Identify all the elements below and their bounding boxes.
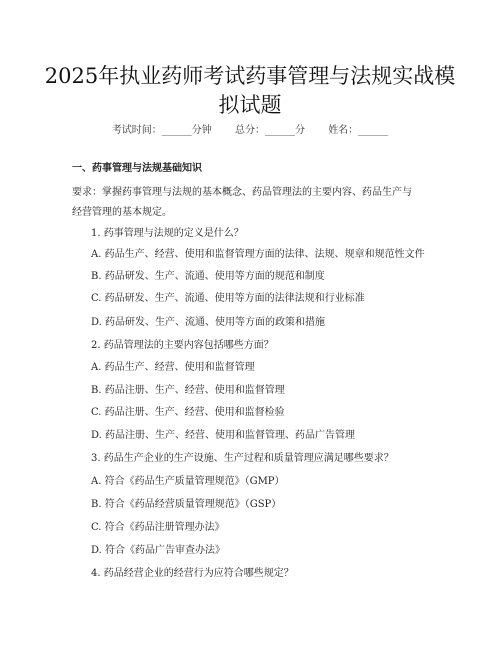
question-option: C. 药品注册、生产、经营、使用和监督检验 [91,407,285,418]
question-option: B. 符合《药品经营质量管理规范》（GSP） [91,499,282,510]
question-option: C. 药品研发、生产、流通、使用等方面的法律法规和行业标准 [91,293,365,304]
document-title-line-1: 2025年执业药师考试药事管理与法规实战模 [44,64,456,88]
question-option: D. 符合《药品广告审查办法》 [91,545,226,556]
exam-time-field: 考试时间：______分钟 [111,125,212,136]
section-heading: 一、药事管理与法规基础知识 [72,163,202,174]
question-option: D. 药品注册、生产、经营、使用和监督管理、药品广告管理 [91,430,356,441]
question-option: A. 符合《药品生产质量管理规范》（GMP） [91,476,285,487]
question-stem: 3. 药品生产企业的生产设施、生产过程和质量管理应满足哪些要求？ [91,453,394,464]
question-stem: 1. 药事管理与法规的定义是什么？ [91,228,244,239]
document-title-line-2: 拟试题 [218,93,282,117]
question-option: B. 药品注册、生产、经营、使用和监督管理 [91,385,285,396]
question-option: A. 药品生产、经营、使用和监督管理 [91,362,255,373]
question-option: B. 药品研发、生产、流通、使用等方面的规范和制度 [91,271,325,282]
question-stem: 2. 药品管理法的主要内容包括哪些方面？ [91,340,274,351]
question-stem: 4. 药品经营企业的经营行为应符合哪些规定？ [91,568,294,579]
section-requirement-line-1: 要求：掌握药事管理与法规的基本概念、药品管理法的主要内容、药品生产与 [72,187,412,198]
total-score-field: 总分：______分 [235,125,305,136]
question-option: C. 符合《药品注册管理办法》 [91,522,225,533]
question-option: A. 药品生产、经营、使用和监督管理方面的法律、法规、规章和规范性文件 [91,249,425,260]
name-field: 姓名：______ [328,125,389,136]
exam-meta [0,121,500,136]
question-option: D. 药品研发、生产、流通、使用等方面的政策和措施 [91,317,326,328]
section-requirement-line-2: 经营管理的基本规定。 [72,207,172,218]
